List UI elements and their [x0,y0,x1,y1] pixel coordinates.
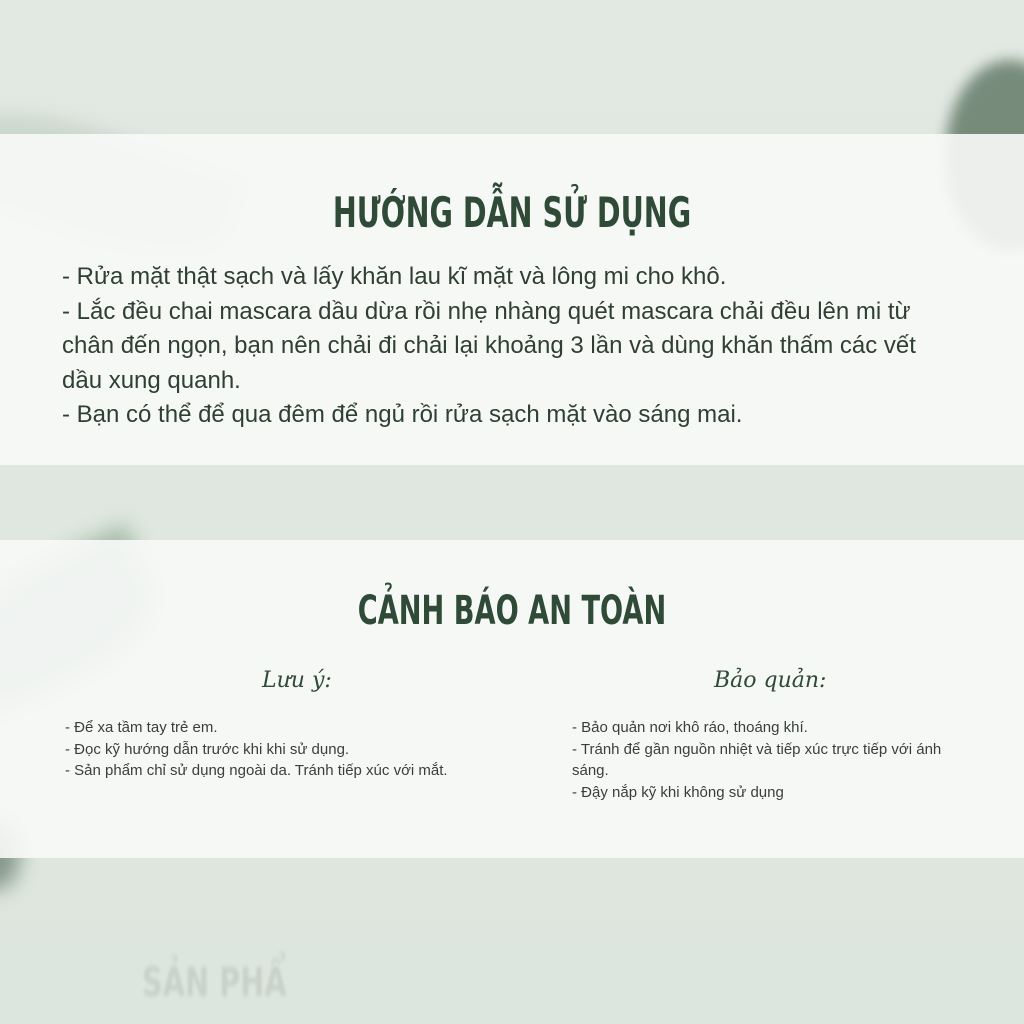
safety-warning-panel [0,540,1024,858]
partial-product-heading: SẢN PHẨ [142,960,287,1006]
usage-step: - Rửa mặt thật sạch và lấy khăn lau kĩ mặt và lông mi cho khô. [62,263,727,290]
usage-title: HƯỚNG DẪN SỬ DỤNG [332,188,692,237]
storage-item: - Bảo quản nơi khô ráo, thoáng khí. [572,719,808,736]
storage-item: - Tránh để gần nguồn nhiệt và tiếp xúc trực tiếp với ánh sáng. [572,740,942,779]
usage-step: - Lắc đều chai mascara dầu dừa rồi nhẹ nhàng quét mascara chải đều lên mi từ chân đến ngọn, bạn nên chải đi chải lại khoảng 3 lần và dùng khăn thấm các vết dầu xung quanh. [62,297,916,394]
note-item: - Để xa tầm tay trẻ em. [65,719,218,736]
usage-instructions-panel [0,134,1024,465]
storage-item: - Đậy nắp kỹ khi không sử dụng [572,783,784,801]
note-item: - Đọc kỹ hướng dẫn trước khi khi sử dụng. [65,740,350,758]
storage-list [572,717,982,803]
safety-title: CẢNH BÁO AN TOÀN [357,588,667,634]
storage-title: Bảo quản: [714,668,827,693]
usage-step: - Bạn có thể để qua đêm để ngủ rồi rửa sạch mặt vào sáng mai. [62,401,743,428]
note-item: - Sản phẩm chỉ sử dụng ngoài da. Tránh tiếp xúc với mắt. [65,762,448,779]
note-title: Lưu ý: [262,668,332,693]
usage-steps-list [62,260,962,433]
note-list [65,717,545,782]
